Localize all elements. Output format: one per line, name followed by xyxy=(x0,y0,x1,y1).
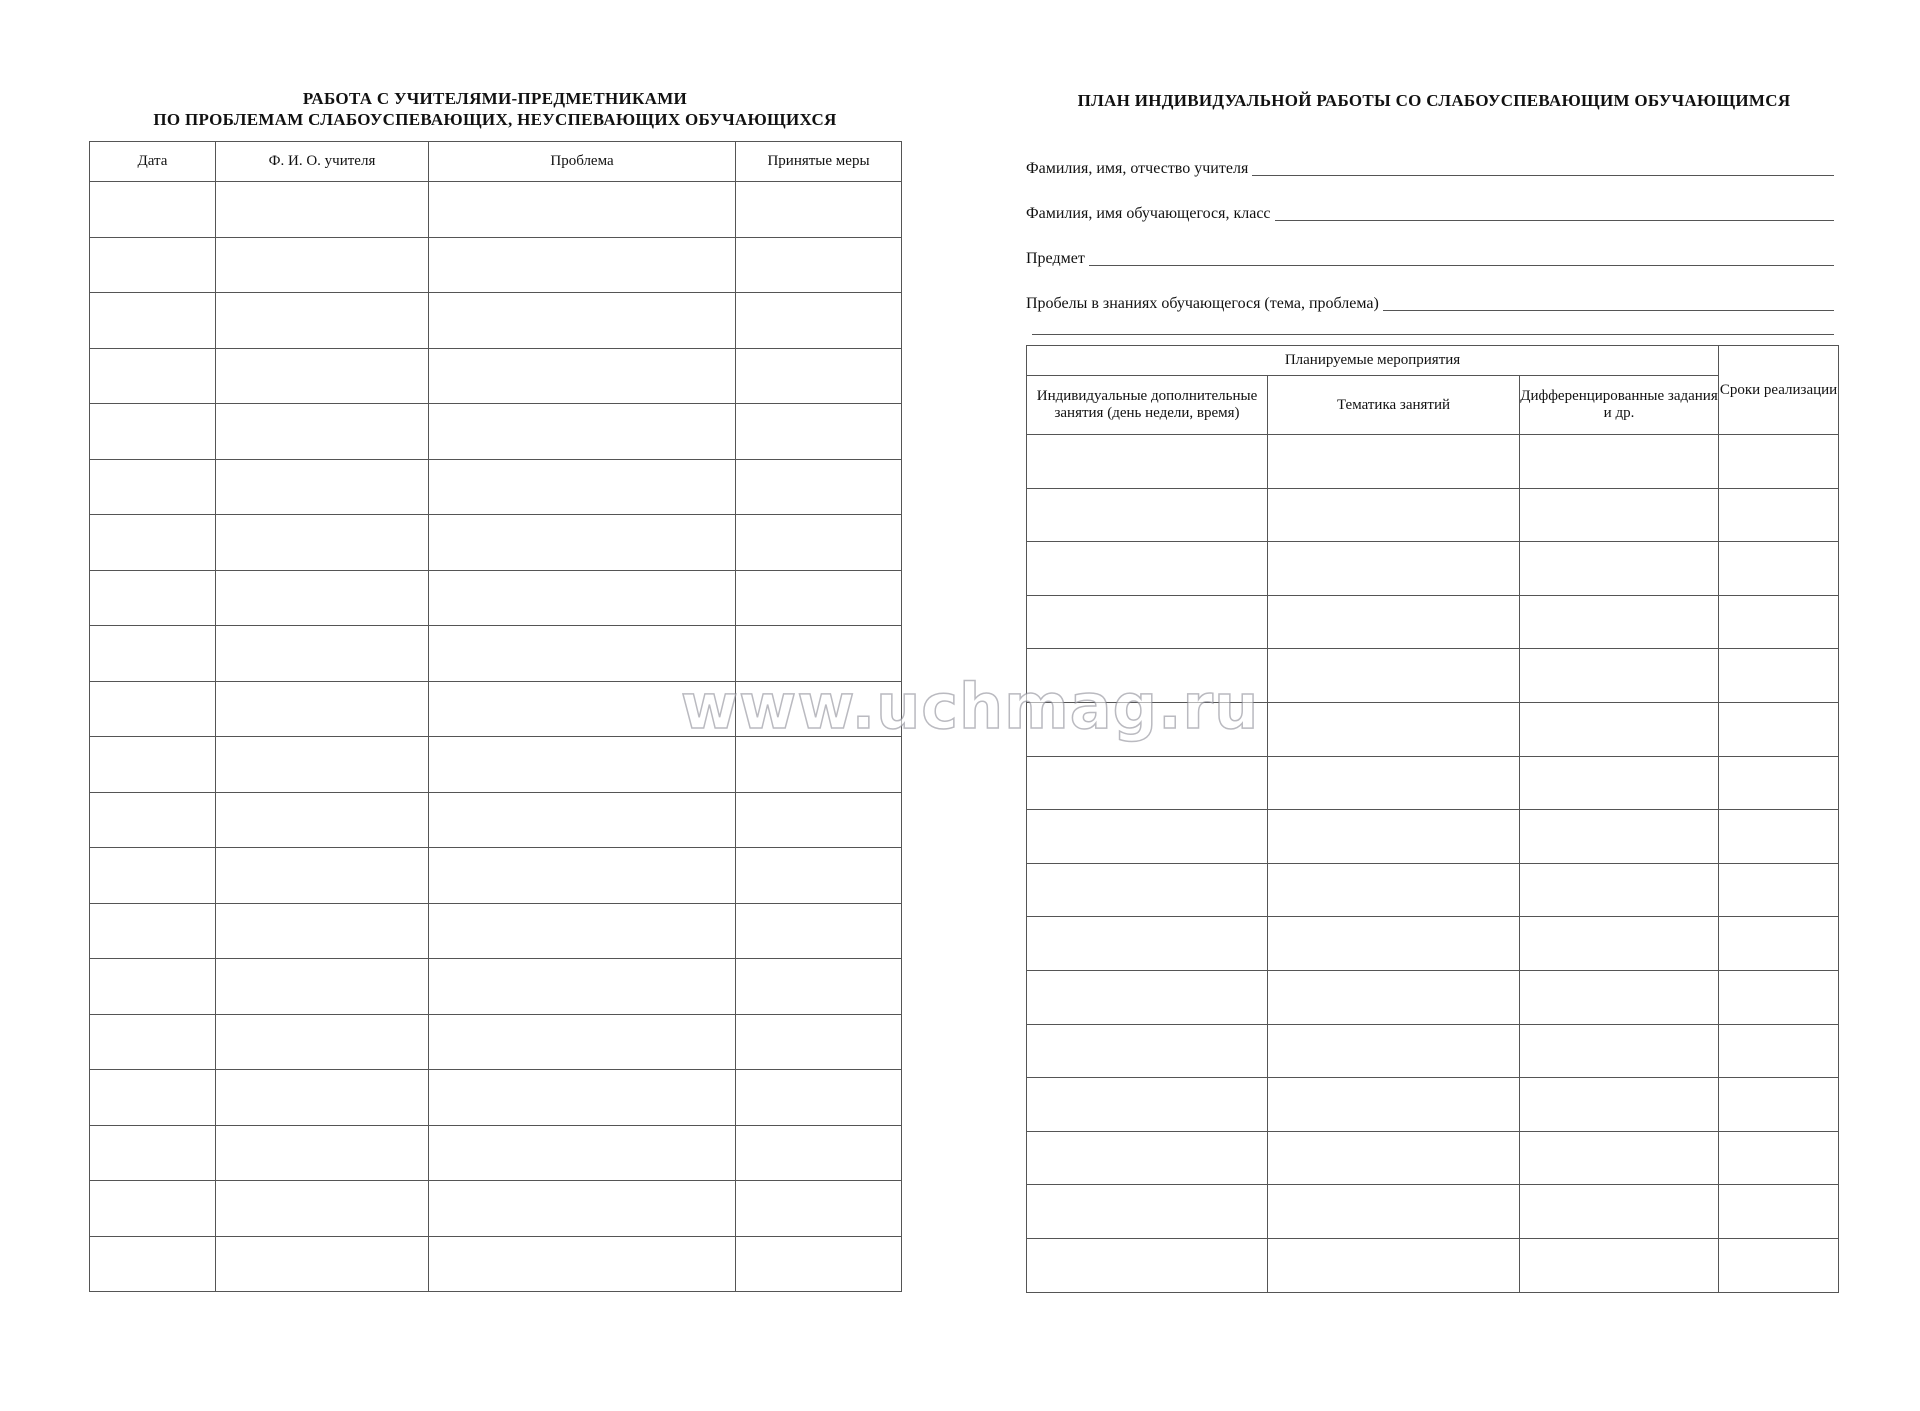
table-cell[interactable] xyxy=(1719,488,1839,542)
table-cell[interactable] xyxy=(1719,1238,1839,1292)
table-row xyxy=(90,626,902,682)
table-cell[interactable] xyxy=(1520,702,1719,756)
table-row xyxy=(1027,863,1839,917)
table-row xyxy=(90,681,902,737)
knowledge-gaps-continuation-line[interactable] xyxy=(1032,334,1834,335)
table-cell[interactable] xyxy=(429,1014,736,1070)
table-cell[interactable] xyxy=(1719,917,1839,971)
field-label: Фамилия, имя обучающегося, класс xyxy=(1026,205,1271,222)
table-cell[interactable] xyxy=(90,404,216,460)
table-cell[interactable] xyxy=(1520,1024,1719,1078)
table-cell[interactable] xyxy=(736,1070,902,1126)
table-cell[interactable] xyxy=(429,626,736,682)
table-cell[interactable] xyxy=(1520,1131,1719,1185)
table-cell[interactable] xyxy=(216,737,429,793)
table-cell[interactable] xyxy=(1268,1024,1520,1078)
planned-activities-header: Планируемые мероприятия xyxy=(1027,346,1719,376)
table-cell[interactable] xyxy=(216,959,429,1015)
table-cell[interactable] xyxy=(1520,1078,1719,1132)
table-cell[interactable] xyxy=(1719,970,1839,1024)
table-row xyxy=(1027,649,1839,703)
table-cell[interactable] xyxy=(736,459,902,515)
table-row xyxy=(90,348,902,404)
table-cell[interactable] xyxy=(1719,1185,1839,1239)
table-row xyxy=(90,1181,902,1237)
table-cell[interactable] xyxy=(736,681,902,737)
table-cell[interactable] xyxy=(216,903,429,959)
student-name-input-line[interactable] xyxy=(1275,220,1834,221)
table-row xyxy=(90,459,902,515)
table-cell[interactable] xyxy=(216,848,429,904)
table-row xyxy=(90,1070,902,1126)
table-cell[interactable] xyxy=(1719,863,1839,917)
table-cell[interactable] xyxy=(1520,435,1719,489)
table-cell[interactable] xyxy=(736,182,902,238)
table-cell[interactable] xyxy=(1520,970,1719,1024)
table-cell[interactable] xyxy=(736,293,902,349)
table-cell[interactable] xyxy=(90,792,216,848)
table-cell[interactable] xyxy=(216,792,429,848)
table-cell[interactable] xyxy=(1268,756,1520,810)
info-fields xyxy=(1026,135,1834,315)
table-row xyxy=(90,237,902,293)
table-row xyxy=(1027,1238,1839,1292)
table-cell[interactable] xyxy=(429,959,736,1015)
table-cell[interactable] xyxy=(216,237,429,293)
table-cell[interactable] xyxy=(736,348,902,404)
table-cell[interactable] xyxy=(1719,595,1839,649)
watermark-logo: www.uchmag.ru xyxy=(680,670,1260,743)
table-row xyxy=(1027,595,1839,649)
table-cell[interactable] xyxy=(90,515,216,571)
table-cell[interactable] xyxy=(1027,970,1268,1024)
table-cell[interactable] xyxy=(1027,810,1268,864)
table-row xyxy=(1027,917,1839,971)
table-row xyxy=(1027,756,1839,810)
table-cell[interactable] xyxy=(90,1014,216,1070)
table-cell[interactable] xyxy=(736,404,902,460)
table-cell[interactable] xyxy=(1268,488,1520,542)
table-cell[interactable] xyxy=(1268,863,1520,917)
table-cell[interactable] xyxy=(429,459,736,515)
table-cell[interactable] xyxy=(1027,435,1268,489)
table-cell[interactable] xyxy=(1027,1238,1268,1292)
table-cell[interactable] xyxy=(736,1125,902,1181)
teacher-name-input-line[interactable] xyxy=(1252,175,1834,176)
table-row xyxy=(90,959,902,1015)
table-cell[interactable] xyxy=(429,1125,736,1181)
table-cell[interactable] xyxy=(429,1236,736,1292)
table-cell[interactable] xyxy=(90,1125,216,1181)
table-cell[interactable] xyxy=(216,1236,429,1292)
table-cell[interactable] xyxy=(216,459,429,515)
table-row xyxy=(90,1014,902,1070)
table-cell[interactable] xyxy=(429,237,736,293)
table-subheader-row xyxy=(1027,376,1839,435)
table-row xyxy=(90,1236,902,1292)
table-cell[interactable] xyxy=(1268,970,1520,1024)
table-cell[interactable] xyxy=(736,848,902,904)
table-row xyxy=(90,903,902,959)
table-cell[interactable] xyxy=(736,570,902,626)
table-cell[interactable] xyxy=(90,848,216,904)
left-title-line-2: ПО ПРОБЛЕМАМ СЛАБОУСПЕВАЮЩИХ, НЕУСПЕВАЮЩИХ ОБУЧАЮЩИХСЯ xyxy=(153,110,837,129)
table-cell[interactable] xyxy=(216,404,429,460)
table-cell[interactable] xyxy=(429,182,736,238)
left-title-line-1: РАБОТА С УЧИТЕЛЯМИ-ПРЕДМЕТНИКАМИ xyxy=(302,89,688,108)
table-cell[interactable] xyxy=(216,681,429,737)
table-row xyxy=(90,182,902,238)
table-cell[interactable] xyxy=(429,348,736,404)
teachers-work-table xyxy=(89,141,902,1292)
table-cell[interactable] xyxy=(216,1181,429,1237)
table-cell[interactable] xyxy=(429,404,736,460)
table-cell[interactable] xyxy=(90,237,216,293)
table-cell[interactable] xyxy=(429,848,736,904)
field-label: Пробелы в знаниях обучающегося (тема, проблема) xyxy=(1026,295,1379,312)
table-row xyxy=(1027,488,1839,542)
table-cell[interactable] xyxy=(736,903,902,959)
column-header-teacher-name: Ф. И. О. учителя xyxy=(216,142,429,182)
table-row xyxy=(1027,1024,1839,1078)
subject-input-line[interactable] xyxy=(1089,265,1834,266)
table-cell[interactable] xyxy=(1027,702,1268,756)
table-row xyxy=(1027,1131,1839,1185)
table-cell[interactable] xyxy=(90,959,216,1015)
table-cell[interactable] xyxy=(1027,917,1268,971)
table-cell[interactable] xyxy=(1719,1024,1839,1078)
table-cell[interactable] xyxy=(736,1236,902,1292)
table-cell[interactable] xyxy=(90,570,216,626)
knowledge-gaps-input-line[interactable] xyxy=(1383,310,1834,311)
table-cell[interactable] xyxy=(90,293,216,349)
table-cell[interactable] xyxy=(429,1070,736,1126)
table-cell[interactable] xyxy=(1520,756,1719,810)
table-cell[interactable] xyxy=(1268,595,1520,649)
right-page-title: ПЛАН ИНДИВИДУАЛЬНОЙ РАБОТЫ СО СЛАБОУСПЕВАЮЩИМ ОБУЧАЮЩИМСЯ xyxy=(1077,91,1791,110)
table-row xyxy=(1027,702,1839,756)
table-cell[interactable] xyxy=(429,293,736,349)
column-header-differentiated-tasks: Дифференцированные задания и др. xyxy=(1520,376,1719,435)
table-header-row xyxy=(90,142,902,182)
table-cell[interactable] xyxy=(1719,1131,1839,1185)
table-row xyxy=(90,792,902,848)
table-cell[interactable] xyxy=(1719,1078,1839,1132)
table-cell[interactable] xyxy=(1027,1078,1268,1132)
table-cell[interactable] xyxy=(1268,649,1520,703)
table-row xyxy=(1027,435,1839,489)
table-row xyxy=(90,404,902,460)
table-cell[interactable] xyxy=(90,626,216,682)
table-cell[interactable] xyxy=(1520,1238,1719,1292)
field-knowledge-gaps xyxy=(1026,270,1834,315)
table-cell[interactable] xyxy=(1520,649,1719,703)
table-cell[interactable] xyxy=(1268,810,1520,864)
field-teacher-name xyxy=(1026,135,1834,180)
table-cell[interactable] xyxy=(1027,488,1268,542)
column-header-measures: Принятые меры xyxy=(736,142,902,182)
table-cell[interactable] xyxy=(736,626,902,682)
table-cell[interactable] xyxy=(216,348,429,404)
table-cell[interactable] xyxy=(90,1236,216,1292)
table-cell[interactable] xyxy=(1520,917,1719,971)
table-cell[interactable] xyxy=(1268,702,1520,756)
table-cell[interactable] xyxy=(1520,810,1719,864)
table-header-row xyxy=(1027,346,1839,376)
table-row xyxy=(1027,542,1839,596)
column-header-deadlines: Сроки реализации xyxy=(1719,346,1839,435)
table-cell[interactable] xyxy=(216,293,429,349)
field-subject xyxy=(1026,225,1834,270)
table-cell[interactable] xyxy=(1027,756,1268,810)
table-cell[interactable] xyxy=(429,737,736,793)
table-cell[interactable] xyxy=(1520,595,1719,649)
table-cell[interactable] xyxy=(736,515,902,571)
table-row xyxy=(90,570,902,626)
table-row xyxy=(90,515,902,571)
table-cell[interactable] xyxy=(216,515,429,571)
table-cell[interactable] xyxy=(90,1070,216,1126)
table-cell[interactable] xyxy=(90,348,216,404)
table-cell[interactable] xyxy=(90,737,216,793)
table-cell[interactable] xyxy=(90,903,216,959)
table-cell[interactable] xyxy=(1027,649,1268,703)
table-cell[interactable] xyxy=(1027,1024,1268,1078)
table-row xyxy=(1027,810,1839,864)
table-cell[interactable] xyxy=(1719,810,1839,864)
table-cell[interactable] xyxy=(216,182,429,238)
table-cell[interactable] xyxy=(429,681,736,737)
table-cell[interactable] xyxy=(216,1070,429,1126)
table-cell[interactable] xyxy=(1268,1238,1520,1292)
table-cell[interactable] xyxy=(736,792,902,848)
table-row xyxy=(1027,1078,1839,1132)
table-row xyxy=(90,1125,902,1181)
table-cell[interactable] xyxy=(1027,1185,1268,1239)
table-cell[interactable] xyxy=(90,1181,216,1237)
table-cell[interactable] xyxy=(216,626,429,682)
table-cell[interactable] xyxy=(216,1125,429,1181)
table-row xyxy=(1027,970,1839,1024)
table-cell[interactable] xyxy=(1520,488,1719,542)
table-cell[interactable] xyxy=(736,737,902,793)
column-header-problem: Проблема xyxy=(429,142,736,182)
table-cell[interactable] xyxy=(1268,542,1520,596)
table-cell[interactable] xyxy=(90,182,216,238)
table-cell[interactable] xyxy=(736,1181,902,1237)
table-cell[interactable] xyxy=(1268,1131,1520,1185)
table-cell[interactable] xyxy=(736,237,902,293)
table-cell[interactable] xyxy=(1719,542,1839,596)
field-label: Предмет xyxy=(1026,250,1085,267)
table-cell[interactable] xyxy=(1268,1078,1520,1132)
table-cell[interactable] xyxy=(1719,435,1839,489)
table-row xyxy=(90,848,902,904)
table-cell[interactable] xyxy=(1268,917,1520,971)
table-cell[interactable] xyxy=(90,681,216,737)
individual-plan-table xyxy=(1026,345,1839,1293)
table-cell[interactable] xyxy=(1719,756,1839,810)
column-header-individual-lessons: Индивидуальные дополнительные занятия (день недели, время) xyxy=(1027,376,1268,435)
table-cell[interactable] xyxy=(1520,1185,1719,1239)
column-header-lesson-topics: Тематика занятий xyxy=(1268,376,1520,435)
table-cell[interactable] xyxy=(429,903,736,959)
table-cell[interactable] xyxy=(1268,435,1520,489)
table-cell[interactable] xyxy=(736,959,902,1015)
table-cell[interactable] xyxy=(429,515,736,571)
table-cell[interactable] xyxy=(736,1014,902,1070)
field-label: Фамилия, имя, отчество учителя xyxy=(1026,160,1249,177)
table-row xyxy=(90,293,902,349)
table-cell[interactable] xyxy=(429,792,736,848)
table-cell[interactable] xyxy=(216,1014,429,1070)
table-row xyxy=(90,737,902,793)
table-row xyxy=(1027,1185,1839,1239)
table-cell[interactable] xyxy=(216,570,429,626)
table-cell[interactable] xyxy=(90,459,216,515)
table-cell[interactable] xyxy=(1027,863,1268,917)
column-header-date: Дата xyxy=(90,142,216,182)
table-cell[interactable] xyxy=(1719,649,1839,703)
table-cell[interactable] xyxy=(1719,702,1839,756)
table-cell[interactable] xyxy=(1027,595,1268,649)
table-cell[interactable] xyxy=(1520,863,1719,917)
field-student-name-class xyxy=(1026,180,1834,225)
table-cell[interactable] xyxy=(429,1181,736,1237)
table-cell[interactable] xyxy=(1027,1131,1268,1185)
left-page-title xyxy=(89,88,901,130)
table-cell[interactable] xyxy=(1268,1185,1520,1239)
table-cell[interactable] xyxy=(1027,542,1268,596)
table-cell[interactable] xyxy=(429,570,736,626)
table-cell[interactable] xyxy=(1520,542,1719,596)
